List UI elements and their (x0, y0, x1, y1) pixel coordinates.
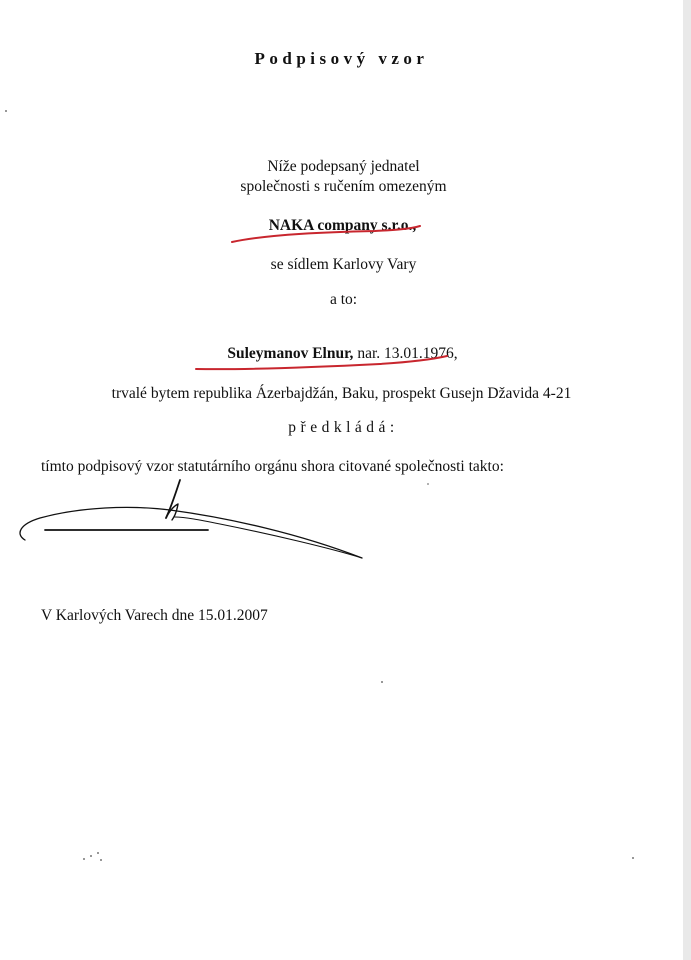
scan-speck (632, 857, 634, 859)
statement-line: tímto podpisový vzor statutárního orgánu shora citované společnosti takto: (41, 458, 504, 475)
signature-graphic (20, 480, 362, 558)
scan-speck (381, 681, 383, 683)
residence-line: trvalé bytem republika Ázerbajdžán, Baku, prospekt Gusejn Džavida 4-21 (111, 385, 572, 402)
intro-line-1: Níže podepsaný jednatel (267, 158, 420, 175)
a-to-label: a to: (329, 291, 358, 308)
company-name: NAKA company s.r.o., (268, 217, 417, 234)
person-name-underline (196, 356, 447, 369)
scan-speck (83, 858, 85, 860)
intro-line-2: společnosti s ručením omezeným (240, 178, 447, 195)
scan-speck (100, 859, 102, 861)
company-seat: se sídlem Karlovy Vary (270, 256, 417, 273)
document-title: Podpisový vzor (254, 49, 429, 68)
person-name: Suleymanov Elnur, (227, 345, 354, 362)
scan-speck (90, 855, 92, 857)
person-birthdate: nar. 13.01.1976, (353, 345, 458, 362)
place-and-date: V Karlových Varech dne 15.01.2007 (41, 607, 268, 624)
scan-speck (97, 852, 99, 854)
scan-speck (5, 110, 7, 112)
company-name-underline (232, 226, 420, 242)
predklada-label: předkládá: (288, 419, 399, 436)
